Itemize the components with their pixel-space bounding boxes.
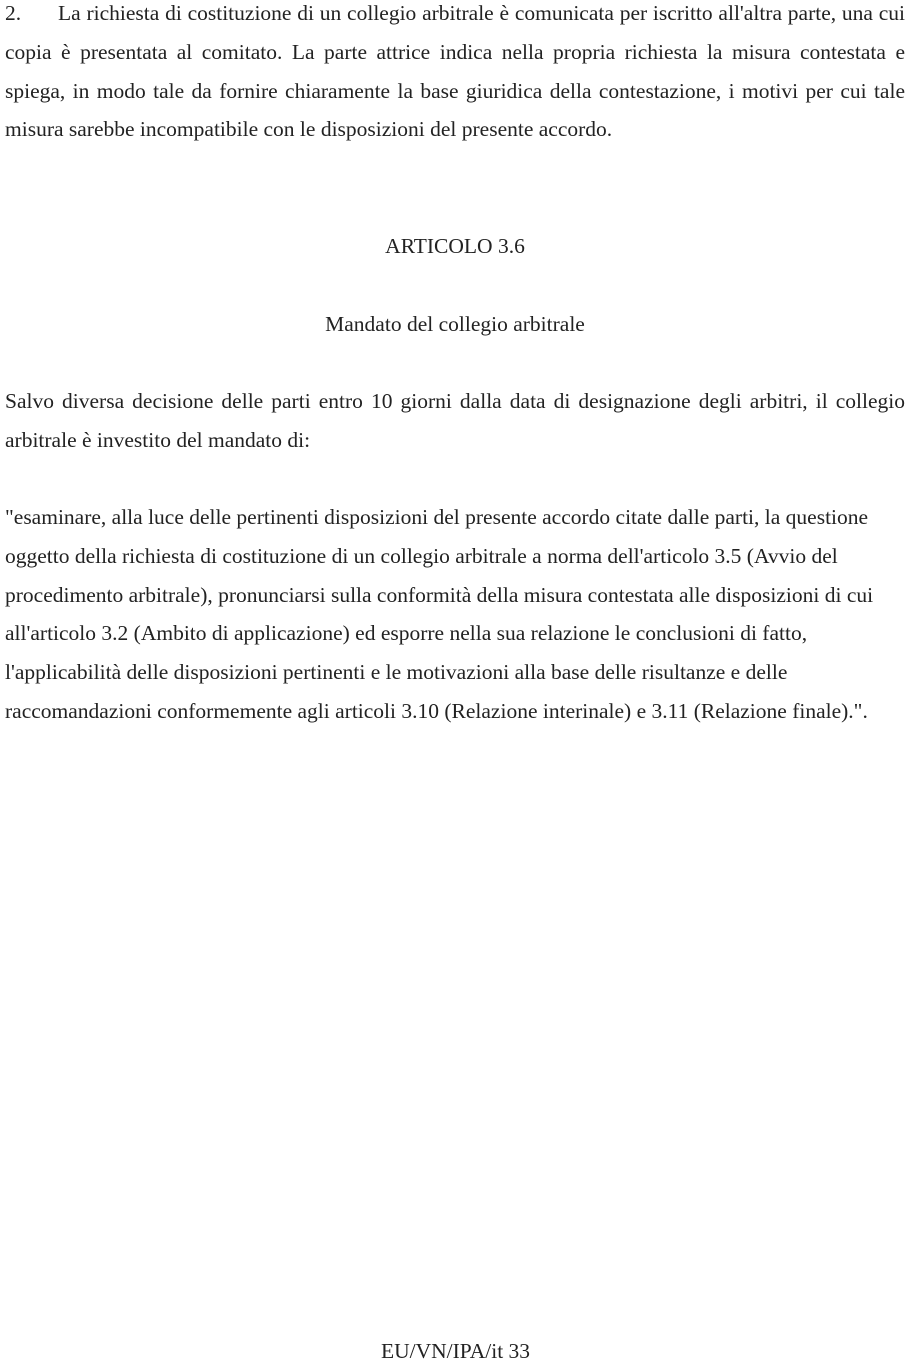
paragraph-number: 2. (5, 1, 22, 25)
intro-paragraph: Salvo diversa decisione delle parti entro 10 giorni dalla data di designazione degli arbitri, il collegio arbitrale è investito del mandato di: (5, 389, 905, 452)
article-subtitle: Mandato del collegio arbitrale (325, 312, 585, 336)
page-footer: EU/VN/IPA/it 33 (380, 1339, 531, 1363)
article-title: ARTICOLO 3.6 (385, 234, 525, 258)
paragraph-2 (5, 0, 905, 149)
mandate-paragraph: "esaminare, alla luce delle pertinenti disposizioni del presente accordo citate dalle parti, la questione oggetto della richiesta di costituzione di un collegio arbitrale a norma dell'articolo 3.5 (Avvio del procedimento arbitrale), pronunciarsi sulla conformità della misura contestata alle disposizioni di cui all'articolo 3.2 (Ambito di applicazione) ed esporre nella sua relazione le conclusioni di fatto, l'applicabilità delle disposizioni pertinenti e le motivazioni alla base delle risultanze e delle raccomandazioni conformemente agli articoli 3.10 (Relazione interinale) e 3.11 (Relazione finale).". (5, 505, 874, 723)
paragraph-2-text: La richiesta di costituzione di un collegio arbitrale è comunicata per iscritto all'altra parte, una cui copia è presentata al comitato. La parte attrice indica nella propria richiesta la misura contestata e spiega, in modo tale da fornire chiaramente la base giuridica della contestazione, i motivi per cui tale misura sarebbe incompatibile con le disposizioni del presente accordo. (5, 1, 905, 142)
